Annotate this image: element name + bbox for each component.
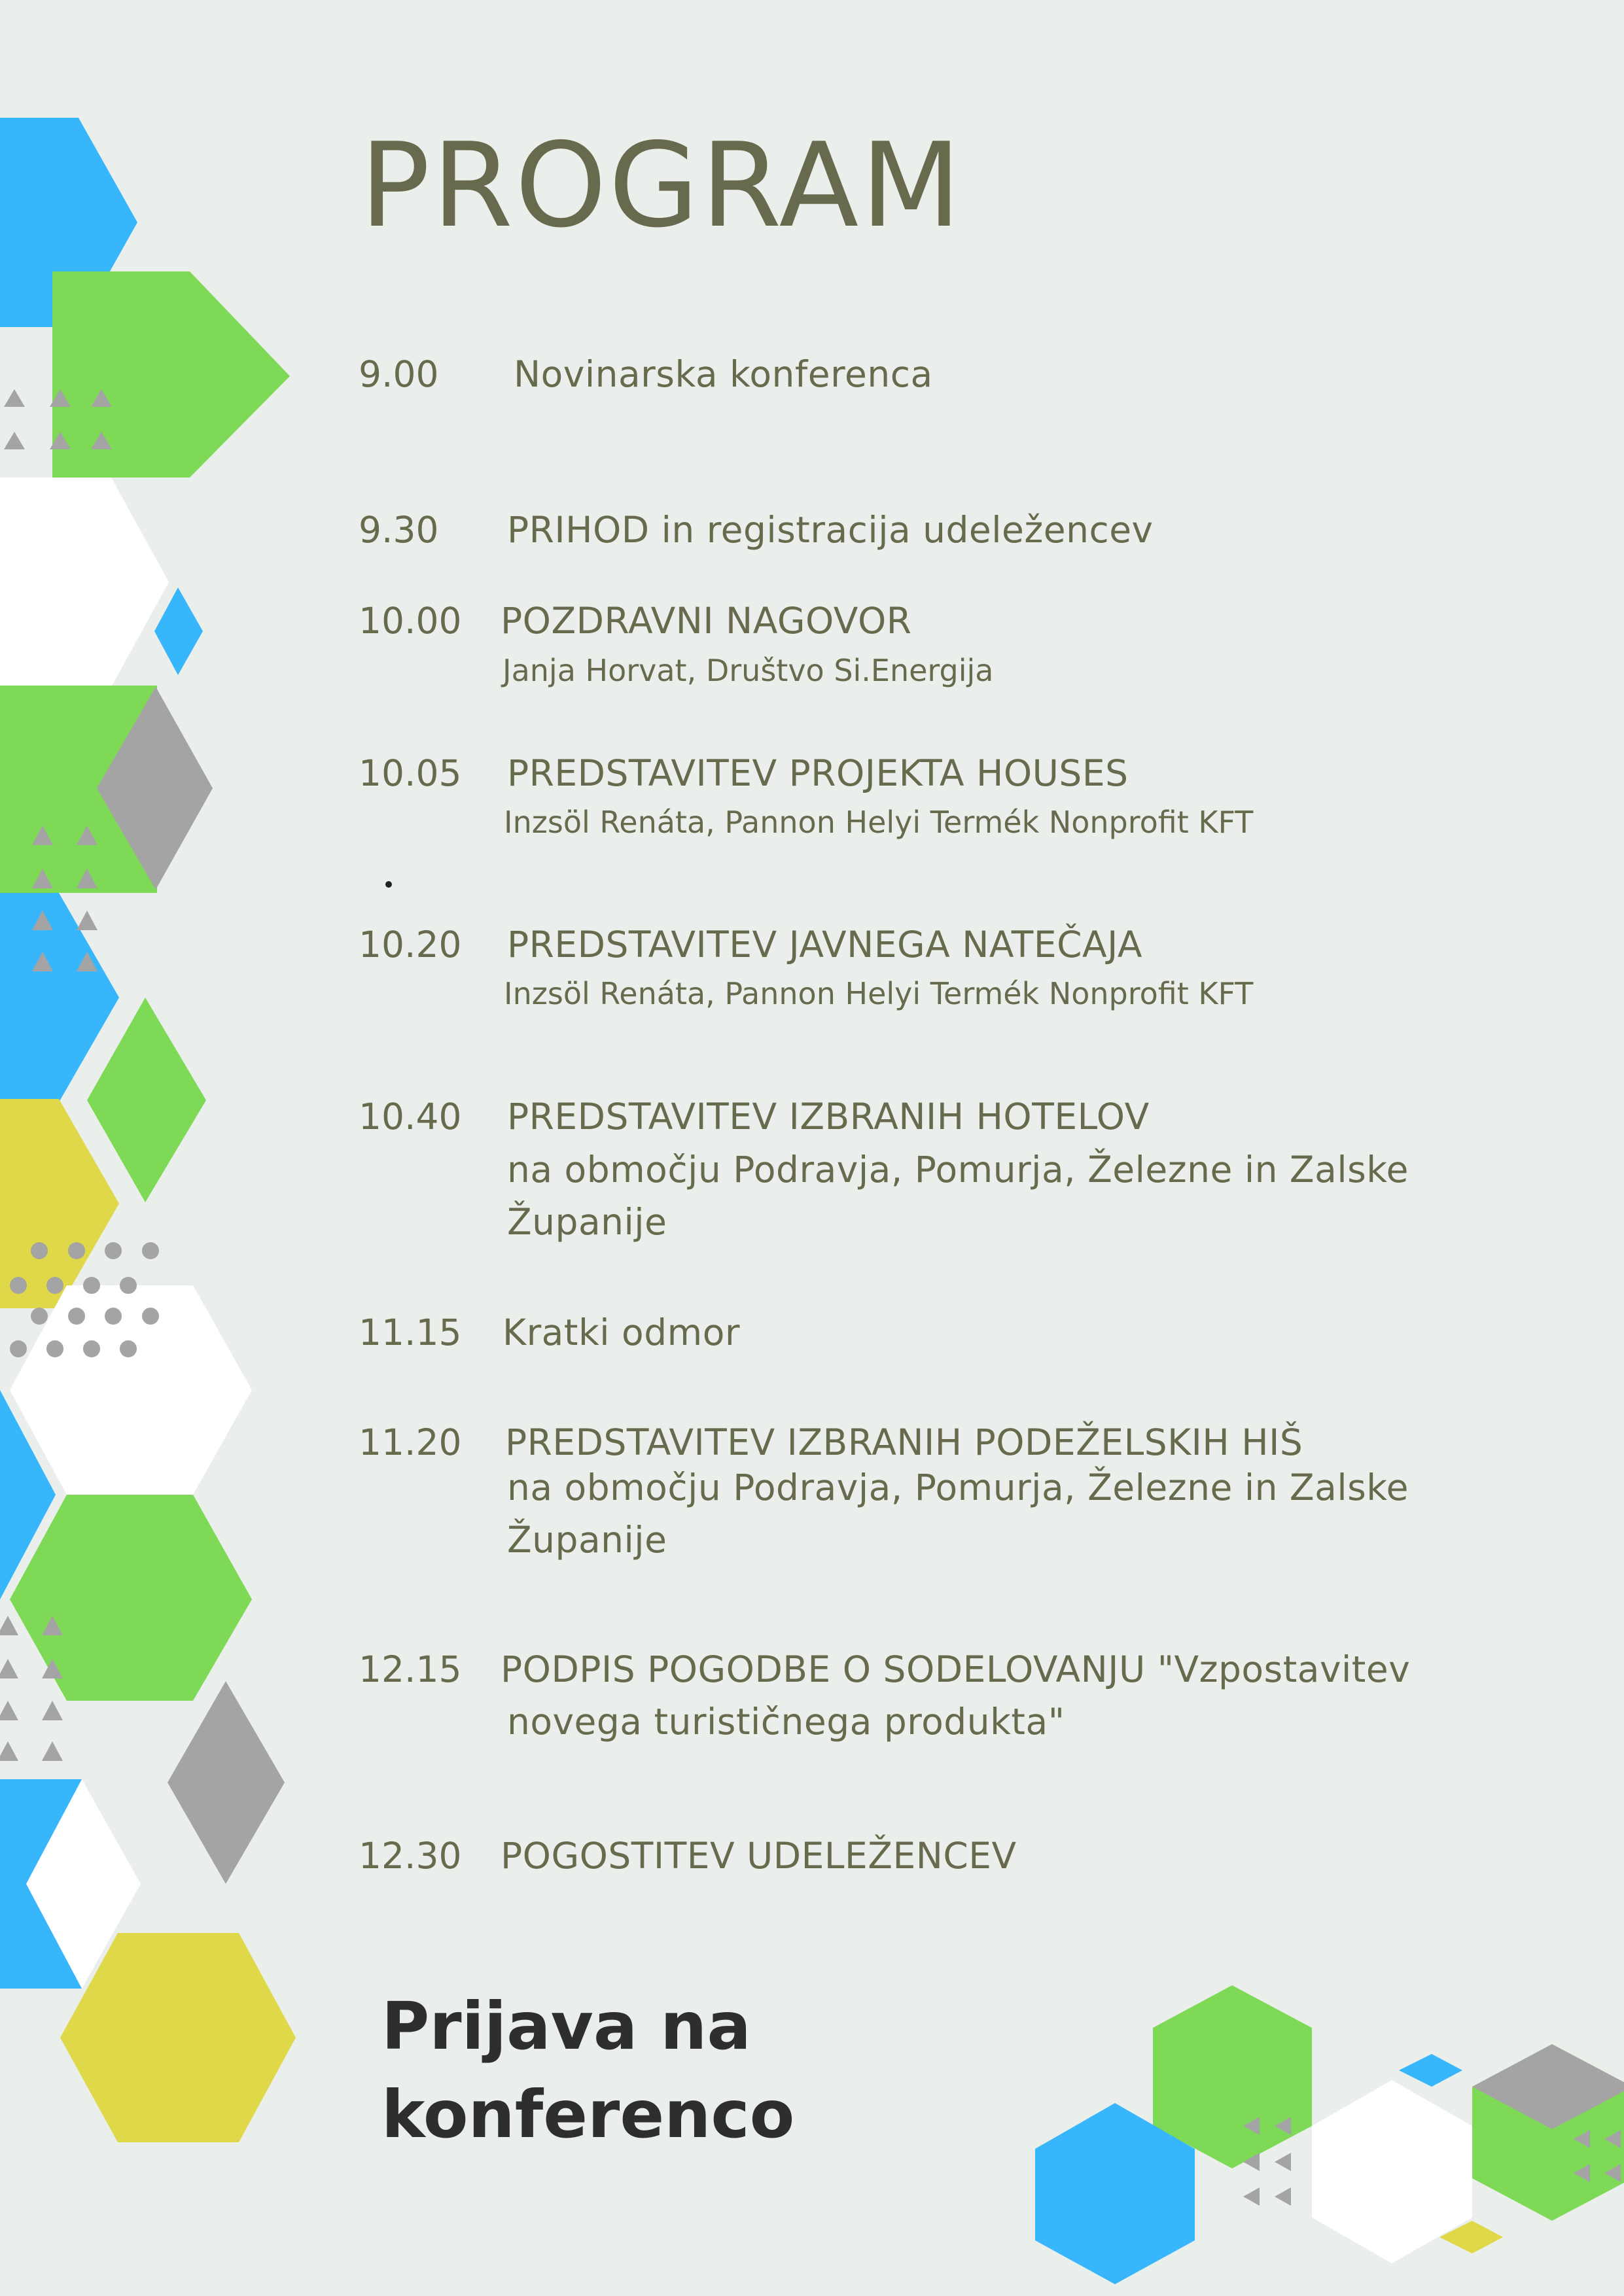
- schedule-time: 12.15: [359, 1648, 462, 1690]
- schedule-title-line: Županije: [507, 1201, 667, 1243]
- schedule-title: PREDSTAVITEV PROJEKTA HOUSES: [507, 752, 1129, 794]
- schedule-time: 10.00: [359, 600, 462, 642]
- schedule-title: Novinarska konferenca: [514, 353, 933, 395]
- registration-heading-line: konferenco: [381, 2076, 795, 2153]
- schedule-time: 12.30: [359, 1835, 462, 1877]
- schedule-time: 9.30: [359, 509, 439, 551]
- registration-heading[interactable]: [381, 1982, 794, 2159]
- green-hexagon: [52, 271, 290, 478]
- schedule-time: 9.00: [359, 353, 439, 395]
- schedule-title: PREDSTAVITEV IZBRANIH HOTELOV: [507, 1096, 1150, 1138]
- schedule-speaker: Inzsöl Renáta, Pannon Helyi Termék Nonprofit KFT: [504, 805, 1254, 840]
- schedule-speaker: Janja Horvat, Društvo Si.Energija: [503, 653, 994, 688]
- registration-heading-line: Prijava na: [381, 1988, 751, 2064]
- schedule-title-line: na območju Podravja, Pomurja, Železne in Zalske: [507, 1149, 1409, 1191]
- page-title: PROGRAM: [360, 118, 963, 253]
- schedule-title: PODPIS POGODBE O SODELOVANJU "Vzpostavitev: [501, 1648, 1411, 1690]
- schedule-title: POZDRAVNI NAGOVOR: [501, 600, 912, 642]
- schedule-title: PREDSTAVITEV JAVNEGA NATEČAJA: [507, 924, 1142, 965]
- schedule-time: 10.20: [359, 924, 462, 965]
- schedule-time: 10.40: [359, 1096, 462, 1138]
- schedule-time: 11.15: [359, 1312, 462, 1353]
- schedule-title: PRIHOD in registracija udeležencev: [507, 509, 1154, 551]
- yellow-hexagon: [60, 1933, 296, 2142]
- blue-diamond: [1399, 2054, 1462, 2087]
- schedule-time: 10.05: [359, 752, 462, 794]
- white-hexagon: [0, 478, 169, 687]
- blue-hexagon: [0, 893, 119, 1102]
- schedule-time: 11.20: [359, 1421, 462, 1463]
- schedule-title-line: Županije: [507, 1519, 667, 1561]
- blue-diamond: [154, 587, 203, 675]
- gray-diamond: [168, 1681, 285, 1884]
- schedule-title: Kratki odmor: [503, 1312, 740, 1353]
- yellow-hexagon: [0, 1099, 119, 1308]
- schedule-speaker: Inzsöl Renáta, Pannon Helyi Termék Nonprofit KFT: [504, 976, 1254, 1011]
- schedule-title: POGOSTITEV UDELEŽENCEV: [501, 1835, 1017, 1877]
- schedule-title-line: na območju Podravja, Pomurja, Železne in Zalske: [507, 1467, 1409, 1508]
- small-dot: [385, 881, 392, 888]
- schedule-title-line: novega turističnega produkta": [507, 1701, 1065, 1743]
- green-diamond: [87, 998, 206, 1202]
- schedule-title: PREDSTAVITEV IZBRANIH PODEŽELSKIH HIŠ: [505, 1421, 1303, 1463]
- green-hexagon: [10, 1495, 252, 1701]
